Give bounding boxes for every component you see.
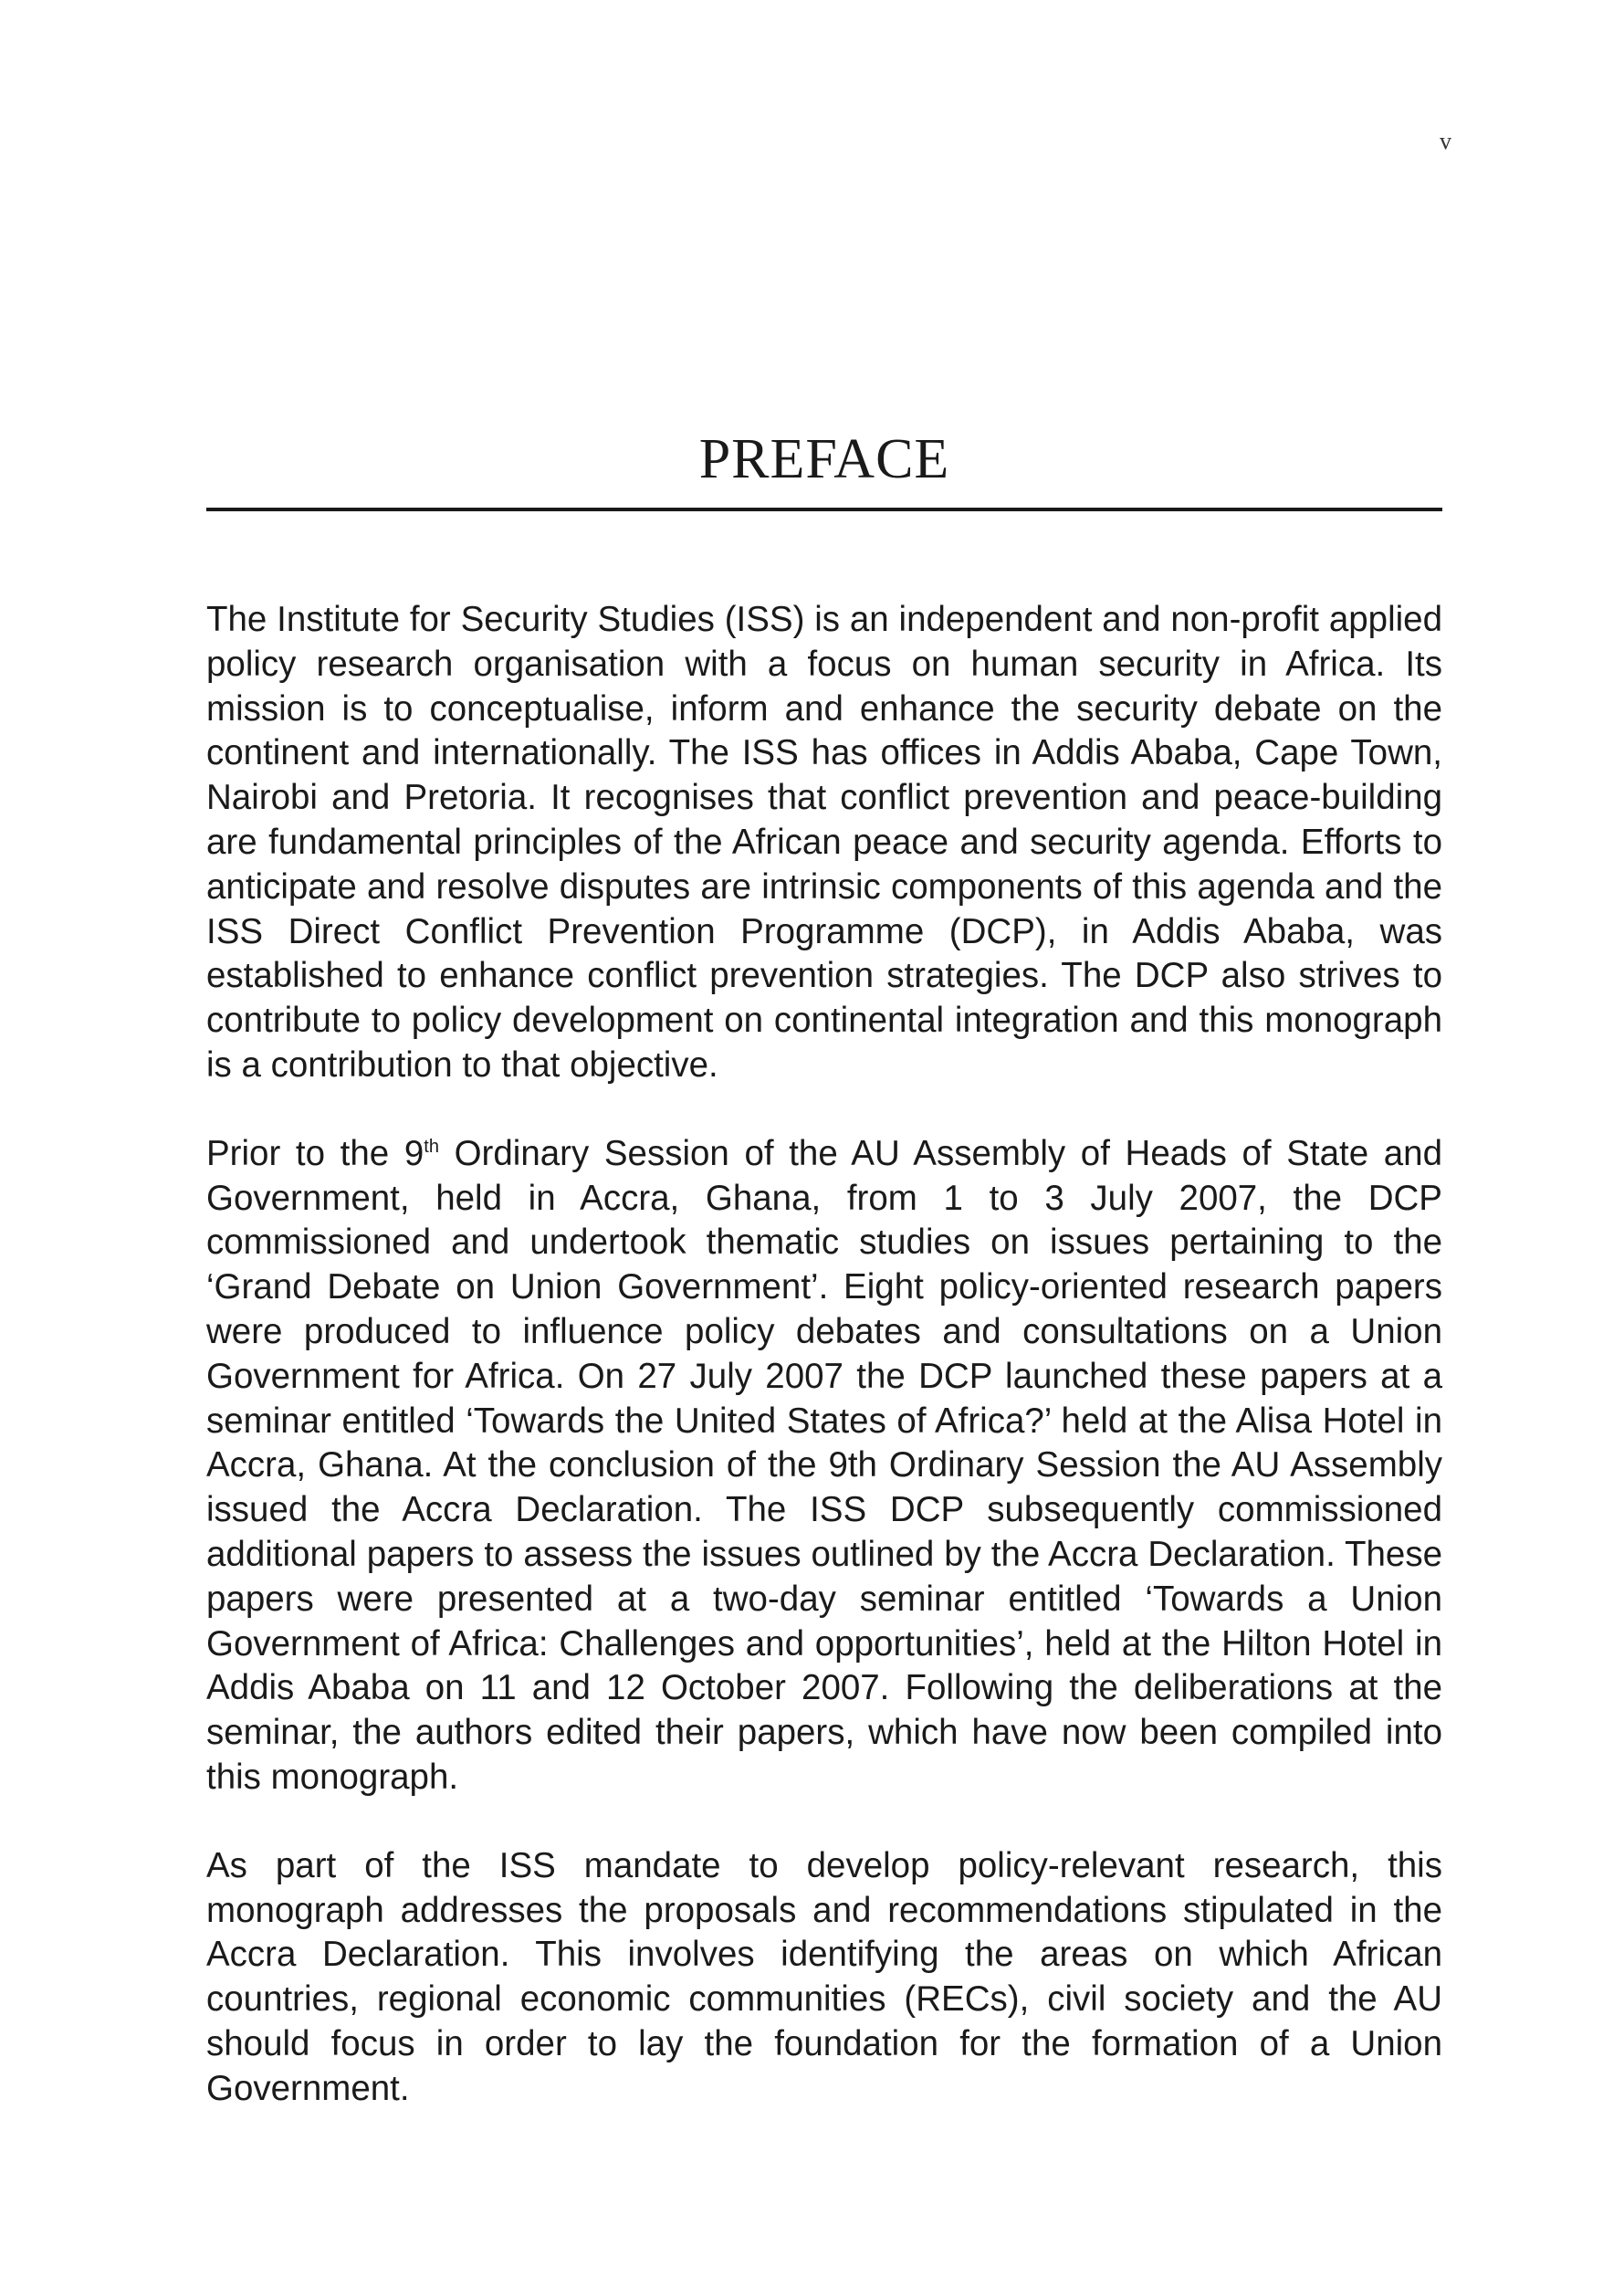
page-title: PREFACE [698,428,950,490]
body-text [206,598,1442,2156]
paragraph-2-rest: Ordinary Session of the AU Assembly of Heads of State and Government, held in Accra, Ghana, from 1 to 3 July 2007, the DCP commissioned and undertook thematic studies on issues pertaining to the ‘Grand Debate on Union Government’. Eight policy-oriented research papers were produced to influence policy debates and consultations on a Union Government for Africa. On 27 July 2007 the DCP launched these papers at a seminar entitled ‘Towards the United States of Africa?’ held at the Alisa Hotel in Accra, Ghana. At the conclusion of the 9th Ordinary Session the AU Assembly issued the Accra Declaration. The ISS DCP subsequently commissioned additional papers to assess the issues outlined by the Accra Declaration. These papers were presented at a two-day seminar entitled ‘Towards a Union Government of Africa: Challenges and opportunities’, held at the Hilton Hotel in Addis Ababa on 11 and 12 October 2007. Following the deliberations at the seminar, the authors edited their papers, which have now been compiled into this monograph. [206,1133,1442,1797]
paragraph-1: The Institute for Security Studies (ISS) is an independent and non-profit applied policy research organisation with a focus on human security in Africa. Its mission is to conceptualise, inform and enhance the security debate on the continent and internationally. The ISS has offices in Addis Ababa, Cape Town, Nairobi and Pretoria. It recognises that conflict prevention and peace-building are fundamental principles of the African peace and security agenda. Efforts to anticipate and resolve disputes are intrinsic components of this agenda and the ISS Direct Conflict Prevention Programme (DCP), in Addis Ababa, was established to enhance conflict prevention strategies. The DCP also strives to contribute to policy development on continental integration and this monograph is a contribution to that objective. [206,600,1442,1085]
page-number: v [1440,128,1451,154]
ordinal-superscript: th [424,1136,439,1157]
paragraph-2 [206,1132,1442,1800]
title-rule [206,508,1442,511]
paragraph-2-start: Prior to the 9 [206,1133,424,1173]
paragraph-3: As part of the ISS mandate to develop policy-relevant research, this monograph addresses the proposals and recommendations stipulated in the Accra Declaration. This involves identifying the areas on which African countries, regional economic communities (RECs), civil society and the AU should focus in order to lay the foundation for the formation of a Union Government. [206,1845,1442,2108]
